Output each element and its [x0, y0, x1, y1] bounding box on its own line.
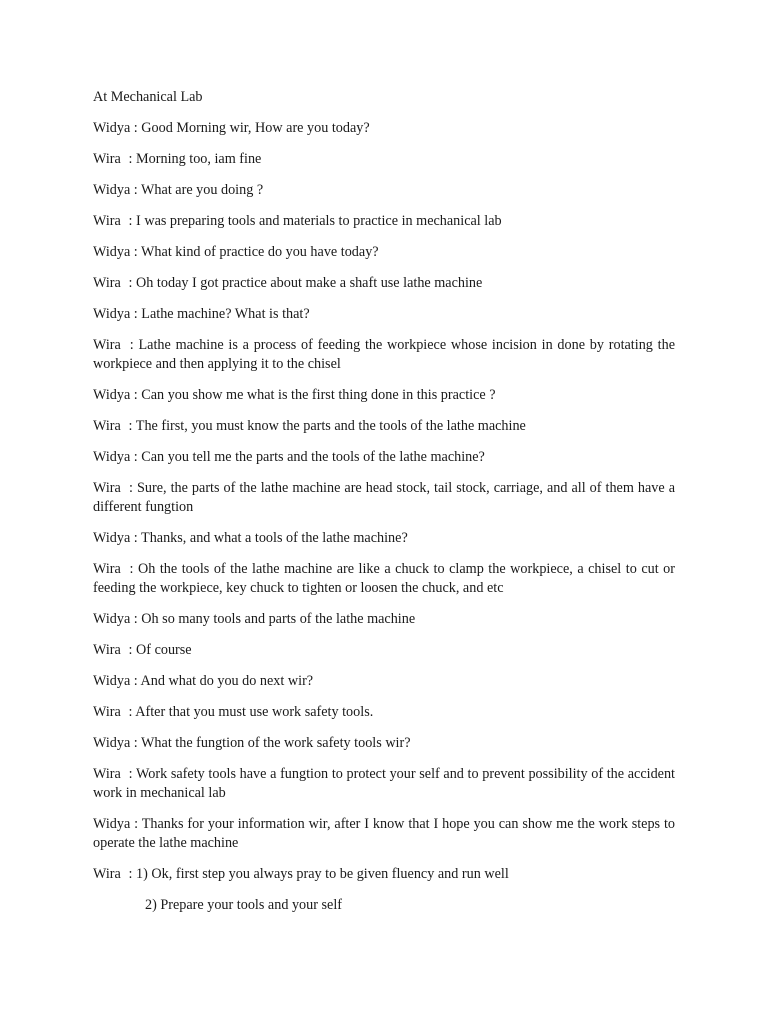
- speaker-name: Wira: [93, 213, 121, 229]
- speaker-name: Widya: [93, 816, 131, 832]
- dialogue-line: Wira : 1) Ok, first step you always pray to be given fluency and run well: [93, 866, 509, 882]
- dialogue-line: Wira : The first, you must know the parts and the tools of the lathe machine: [93, 418, 526, 434]
- line-text: What are you doing ?: [141, 182, 264, 198]
- speaker-name: Widya: [93, 530, 131, 546]
- line-text: Can you show me what is the first thing done in this practice ?: [141, 387, 496, 403]
- dialogue-line: Widya : What kind of practice do you have today?: [93, 244, 379, 260]
- line-text: Sure, the parts of the lathe machine are head stock, tail stock, carriage, and all of them have a different fungtion: [93, 480, 675, 515]
- speaker-name: Widya: [93, 306, 131, 322]
- line-text: What kind of practice do you have today?: [141, 244, 379, 260]
- speaker-name: Wira: [93, 766, 121, 782]
- dialogue-line: Wira : Oh the tools of the lathe machine are like a chuck to clamp the workpiece, a chisel to cut or feeding the workpiece, key chuck to tighten or loosen the chuck, and etc: [93, 561, 675, 596]
- line-text: After that you must use work safety tools.: [135, 704, 374, 720]
- line-text: Thanks for your information wir, after I know that I hope you can show me the work steps to operate the lathe machine: [93, 816, 675, 851]
- line-text: Lathe machine is a process of feeding the workpiece whose incision in done by rotating the workpiece and then applying it to the chisel: [93, 337, 675, 372]
- speaker-name: Widya: [93, 182, 131, 198]
- line-text: Oh today I got practice about make a shaft use lathe machine: [136, 275, 483, 291]
- dialogue-line: Wira : Work safety tools have a fungtion to protect your self and to prevent possibility of the accident work in mechanical lab: [93, 766, 676, 801]
- speaker-name: Wira: [93, 337, 121, 353]
- line-text: Good Morning wir, How are you today?: [141, 120, 370, 136]
- line-text: Of course: [136, 642, 192, 658]
- speaker-name: Wira: [93, 866, 121, 882]
- dialogue-line: Widya : Oh so many tools and parts of the lathe machine: [93, 611, 416, 627]
- dialogue-line: Widya : Thanks, and what a tools of the lathe machine?: [93, 530, 408, 546]
- line-text: I was preparing tools and materials to practice in mechanical lab: [136, 213, 502, 229]
- speaker-name: Wira: [93, 275, 121, 291]
- line-text: Thanks, and what a tools of the lathe machine?: [141, 530, 408, 546]
- speaker-name: Wira: [93, 151, 121, 167]
- speaker-name: Wira: [93, 480, 121, 496]
- dialogue-line: Wira : Of course: [93, 642, 192, 658]
- line-text: Oh the tools of the lathe machine are like a chuck to clamp the workpiece, a chisel to cut or feeding the workpiece, key chuck to tighten or loosen the chuck, and etc: [93, 561, 675, 596]
- speaker-name: Widya: [93, 244, 131, 260]
- line-text: Work safety tools have a fungtion to protect your self and to prevent possibility of the accident work in mechanical lab: [93, 766, 676, 801]
- dialogue-text: [93, 88, 675, 927]
- dialogue-line: Wira : Sure, the parts of the lathe machine are head stock, tail stock, carriage, and all of them have a different fungtion: [93, 480, 675, 515]
- dialogue-line: Widya : Can you tell me the parts and the tools of the lathe machine?: [93, 449, 485, 465]
- speaker-name: Wira: [93, 418, 121, 434]
- dialogue-line: Widya : Lathe machine? What is that?: [93, 306, 310, 322]
- dialogue-line: Wira : Lathe machine is a process of feeding the workpiece whose incision in done by rotating the workpiece and then applying it to the chisel: [93, 337, 675, 372]
- dialogue-line: Wira : After that you must use work safety tools.: [93, 704, 374, 720]
- dialogue-line: Widya : Can you show me what is the first thing done in this practice ?: [93, 387, 496, 403]
- line-text: Lathe machine? What is that?: [141, 306, 310, 322]
- document-title: At Mechanical Lab: [93, 89, 203, 105]
- speaker-name: Widya: [93, 735, 131, 751]
- dialogue-line: Widya : And what do you do next wir?: [93, 673, 314, 689]
- line-text: Oh so many tools and parts of the lathe machine: [141, 611, 416, 627]
- speaker-name: Wira: [93, 561, 121, 577]
- speaker-name: Wira: [93, 704, 121, 720]
- line-text: What the fungtion of the work safety tools wir?: [141, 735, 411, 751]
- line-text: 1) Ok, first step you always pray to be given fluency and run well: [136, 866, 509, 882]
- dialogue-line: Widya : Good Morning wir, How are you today?: [93, 120, 370, 136]
- line-text: Morning too, iam fine: [136, 151, 262, 167]
- line-text: And what do you do next wir?: [140, 673, 314, 689]
- list-continuation: 2) Prepare your tools and your self: [145, 897, 342, 913]
- dialogue-line: Widya : Thanks for your information wir, after I know that I hope you can show me the work steps to operate the lathe machine: [93, 816, 675, 851]
- line-text: The first, you must know the parts and the tools of the lathe machine: [135, 418, 526, 434]
- line-text: Can you tell me the parts and the tools of the lathe machine?: [141, 449, 485, 465]
- dialogue-line: Wira : I was preparing tools and materials to practice in mechanical lab: [93, 213, 502, 229]
- speaker-name: Wira: [93, 642, 121, 658]
- speaker-name: Widya: [93, 673, 131, 689]
- dialogue-line: Wira : Oh today I got practice about make a shaft use lathe machine: [93, 275, 483, 291]
- speaker-name: Widya: [93, 449, 131, 465]
- speaker-name: Widya: [93, 611, 131, 627]
- dialogue-line: Widya : What the fungtion of the work safety tools wir?: [93, 735, 411, 751]
- speaker-name: Widya: [93, 387, 131, 403]
- dialogue-line: Widya : What are you doing ?: [93, 182, 264, 198]
- dialogue-line: Wira : Morning too, iam fine: [93, 151, 262, 167]
- speaker-name: Widya: [93, 120, 131, 136]
